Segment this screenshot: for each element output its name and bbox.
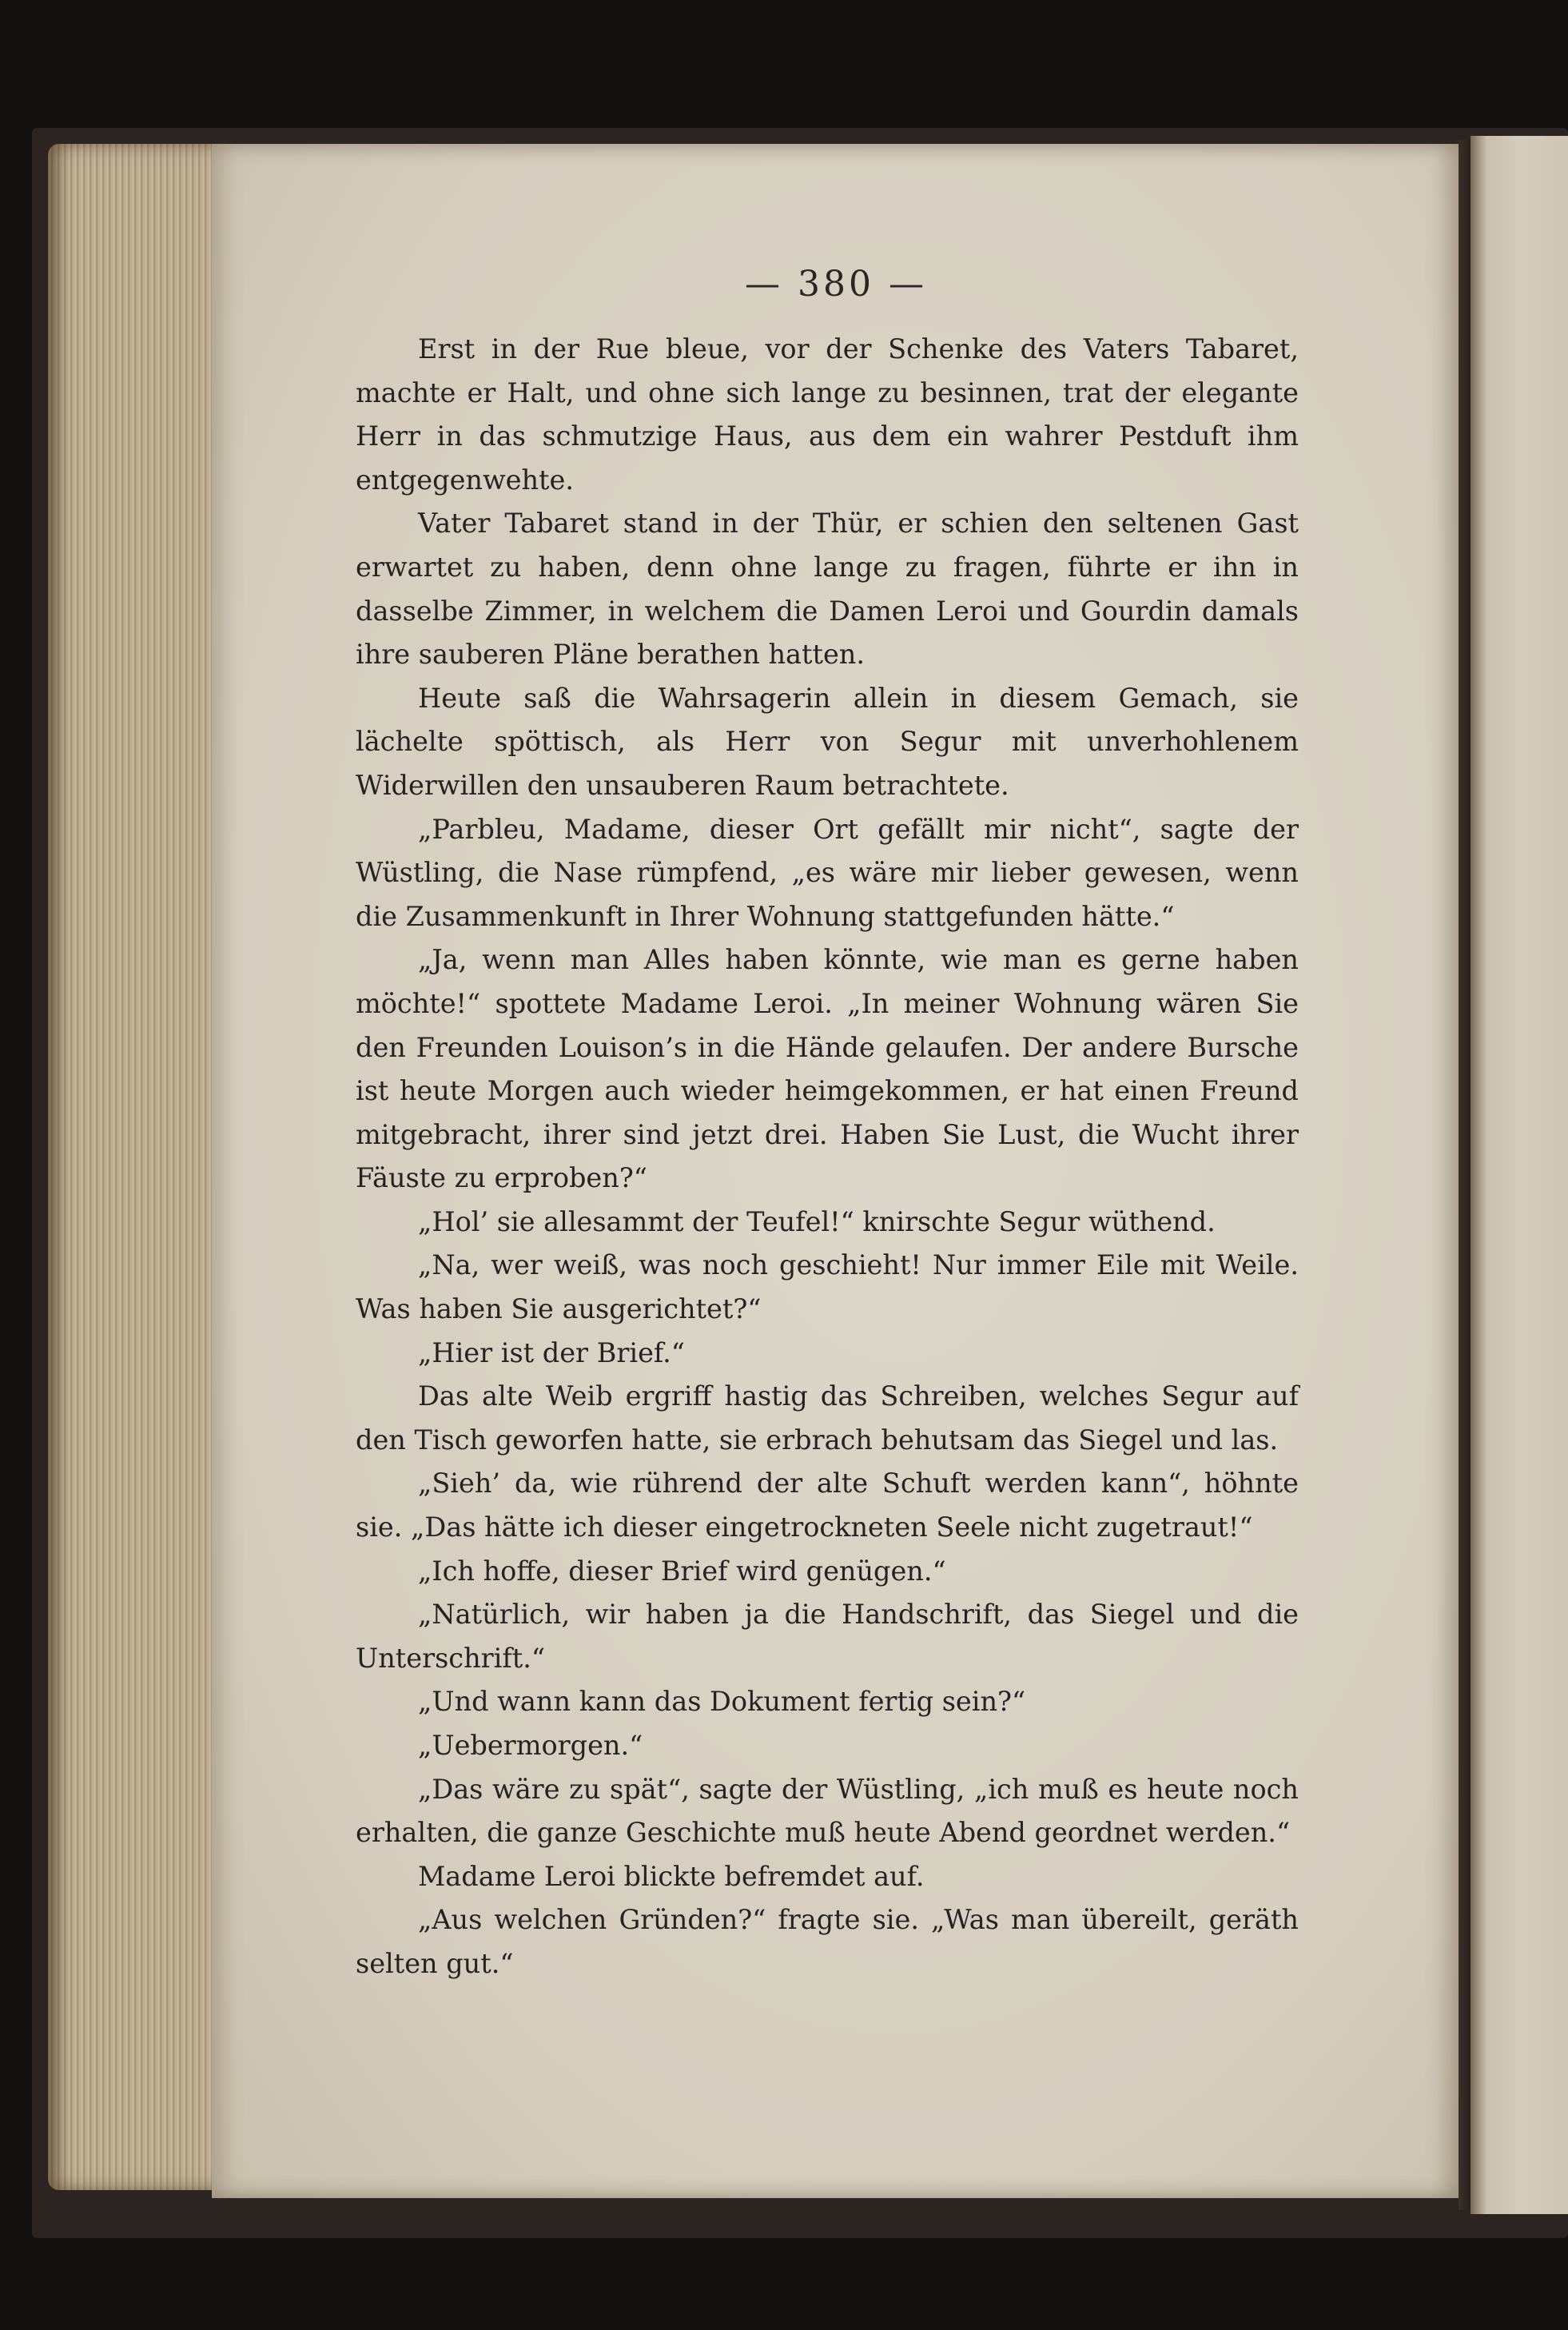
facing-page <box>1470 136 1568 2214</box>
page-block-edge <box>48 144 232 2190</box>
paragraph: „Uebermorgen.“ <box>418 1730 643 1761</box>
page-number: — 380 — <box>745 264 927 305</box>
paragraph: „Na, wer weiß, was noch geschieht! Nur immer Eile mit Weile. Was haben Sie ausgerichtet?“ <box>356 1249 1299 1325</box>
paragraph: Erst in der Rue bleue, vor der Schenke des Vaters Tabaret, machte er Halt, und ohne sich lange zu besinnen, trat der elegante Herr in das schmutzige Haus, aus dem ein wahrer Pestduft ihm entgegenwehte. <box>356 333 1299 496</box>
paragraph: „Und wann kann das Dokument fertig sein?“ <box>418 1686 1026 1718</box>
paragraph: Das alte Weib ergriff hastig das Schreiben, welches Segur auf den Tisch geworfen hatte, sie erbrach behutsam das Siegel und las. <box>356 1380 1299 1456</box>
paragraph: „Sieh’ da, wie rührend der alte Schuft werden kann“, höhnte sie. „Das hätte ich dieser eingetrockneten Seele nicht zugetraut!“ <box>356 1468 1299 1543</box>
paragraph: Heute saß die Wahrsagerin allein in diesem Gemach, sie lächelte spöttisch, als Herr von Segur mit unverhohlenem Widerwillen den unsauberen Raum betrachtete. <box>356 682 1299 801</box>
paragraph: „Parbleu, Madame, dieser Ort gefällt mir nicht“, sagte der Wüstling, die Nase rümpfend, „es wäre mir lieber gewesen, wenn die Zusammenkunft in Ihrer Wohnung stattgefunden hätte.“ <box>356 813 1299 932</box>
paragraph: Madame Leroi blickte befremdet auf. <box>418 1860 925 1892</box>
paragraph: „Das wäre zu spät“, sagte der Wüstling, „ich muß es heute noch erhalten, die ganze Geschichte muß heute Abend geordnet werden.“ <box>356 1773 1299 1849</box>
paragraph: Vater Tabaret stand in der Thür, er schien den seltenen Gast erwartet zu haben, denn ohne lange zu fragen, führte er ihn in dasselbe Zimmer, in welchem die Damen Leroi und Gourdin damals ihre sauberen Pläne berathen hatten. <box>356 508 1299 671</box>
body-text <box>356 328 1299 1986</box>
paragraph: „Aus welchen Gründen?“ fragte sie. „Was man übereilt, geräth selten gut.“ <box>356 1904 1299 1979</box>
paragraph: „Ja, wenn man Alles haben könnte, wie man es gerne haben möchte!“ spottete Madame Leroi. „In meiner Wohnung wären Sie den Freunden Louison’s in die Hände gelaufen. Der andere Bursche ist heute Morgen auch wieder heimgekommen, er hat einen Freund mitgebracht, ihrer sind jetzt drei. Haben Sie Lust, die Wucht ihrer Fäuste zu erproben?“ <box>356 944 1299 1194</box>
paragraph: „Hier ist der Brief.“ <box>418 1336 685 1368</box>
book-page <box>212 144 1459 2198</box>
paragraph: „Hol’ sie allesammt der Teufel!“ knirschte Segur wüthend. <box>418 1205 1216 1237</box>
paragraph: „Ich hoffe, dieser Brief wird genügen.“ <box>418 1555 946 1587</box>
paragraph: „Natürlich, wir haben ja die Handschrift, das Siegel und die Unterschrift.“ <box>356 1599 1299 1674</box>
